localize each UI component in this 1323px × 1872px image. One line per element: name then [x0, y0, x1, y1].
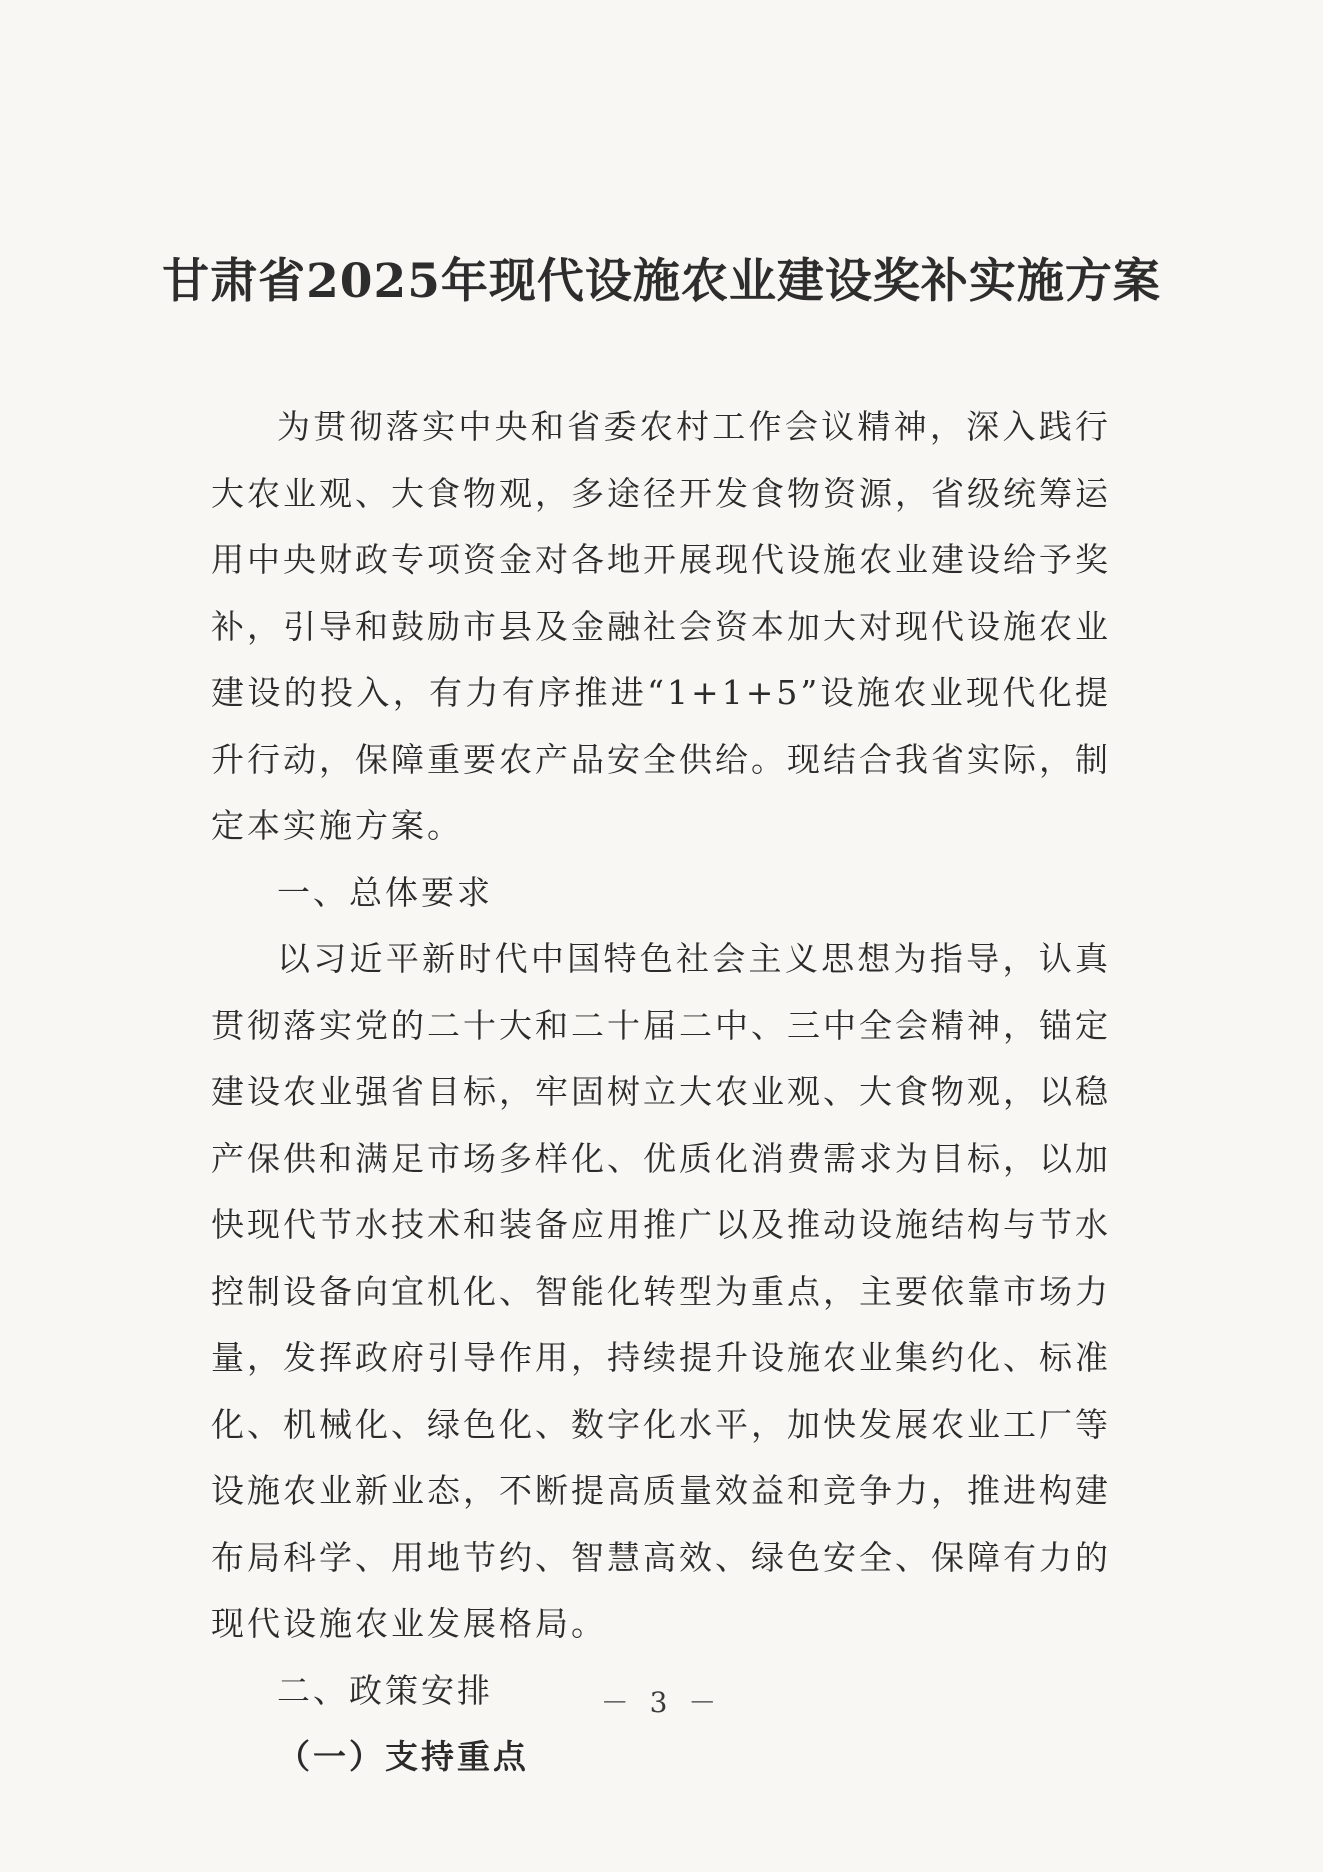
intro-paragraph: 为贯彻落实中央和省委农村工作会议精神，深入践行大农业观、大食物观，多途径开发食物资源，省级统筹运用中央财政专项资金对各地开展现代设施农业建设给予奖补，引导和鼓励市县及金融社会资本加大对现代设施农业建设的投入，有力有序推进“1+1+5”设施农业现代化提升行动，保障重要农产品安全供给。现结合我省实际，制定本实施方案。	[211, 407, 1111, 845]
section-heading-policy-arrangements: 二、政策安排	[277, 1670, 493, 1710]
subsection-heading-support-priorities: （一）支持重点	[277, 1737, 529, 1776]
page-number: － 3 －	[600, 1686, 723, 1719]
general-requirements-paragraph: 以习近平新时代中国特色社会主义思想为指导，认真贯彻落实党的二十大和二十届二中、三中全会精神，锚定建设农业强省目标，牢固树立大农业观、大食物观，以稳产保供和满足市场多样化、优质化消费需求为目标，以加快现代节水技术和装备应用推广以及推动设施结构与节水控制设备向宜机化、智能化转型为重点，主要依靠市场力量，发挥政府引导作用，持续提升设施农业集约化、标准化、机械化、绿色化、数字化水平，加快发展农业工厂等设施农业新业态，不断提高质量效益和竞争力，推进构建布局科学、用地节约、智慧高效、绿色安全、保障有力的现代设施农业发展格局。	[211, 939, 1111, 1643]
document-body	[211, 394, 1111, 1791]
document-title: 甘肃省2025年现代设施农业建设奖补实施方案	[162, 254, 1161, 309]
section-heading-general-requirements: 一、总体要求	[277, 872, 493, 912]
